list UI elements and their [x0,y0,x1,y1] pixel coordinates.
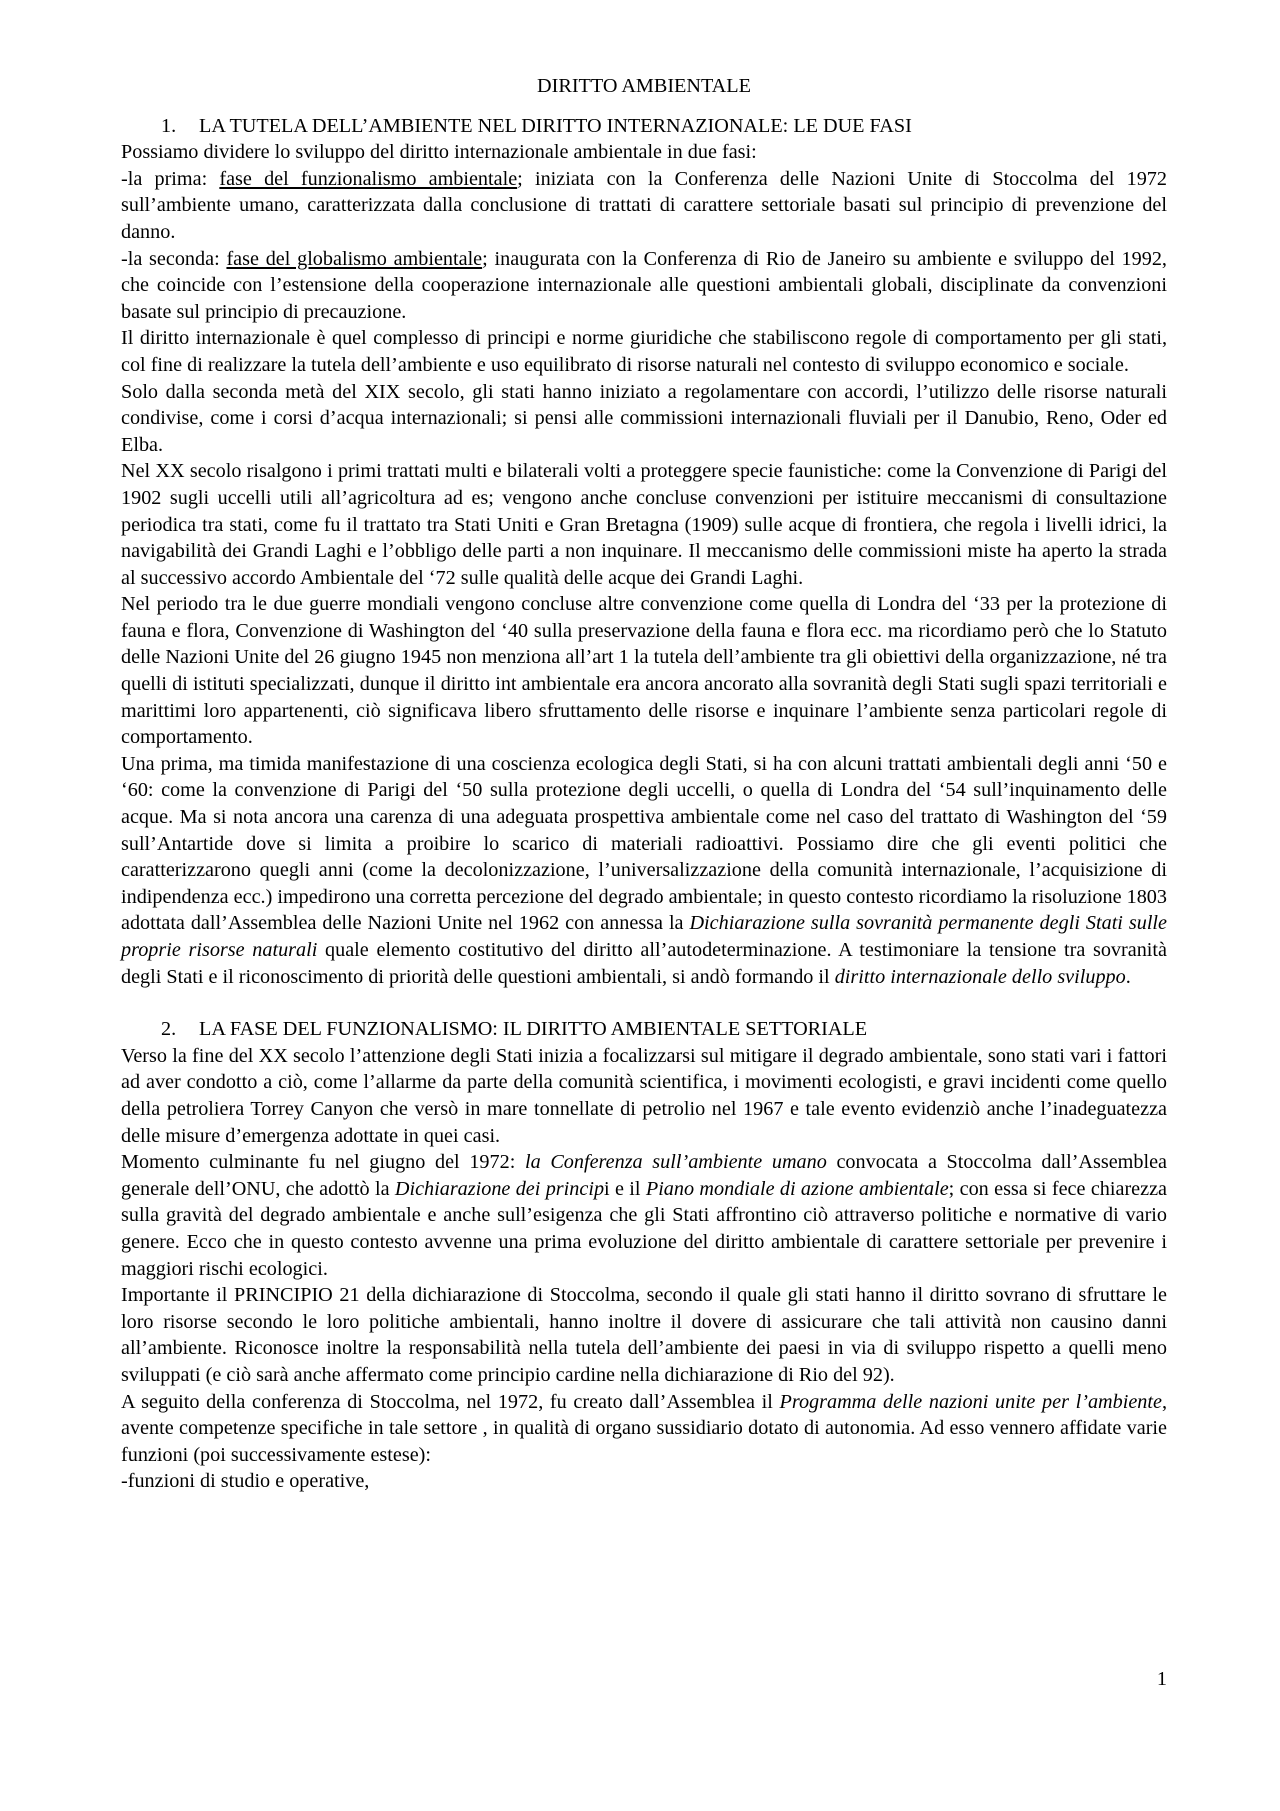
s2-p2-italic-2: Dichiarazione dei princip [394,1177,605,1200]
document-body [121,73,1167,1495]
s1-paragraph-3 [121,246,1167,326]
s1-p3-underlined: fase del globalismo ambientale [226,247,483,270]
s1-paragraph-7: Nel periodo tra le due guerre mondiali vengono concluse altre convenzione come quella di Londra del ‘33 per la protezione di fauna e flora, Convenzione di Washington del ‘40 sulla preservazione della fauna e flora ecc. ma ricordiamo però che lo Statuto delle Nazioni Unite del 26 giugno 1945 non menziona all’art 1 la tutela dell’ambiente tra gli obiettivi della organizzazione, né tra quelli di istituti specializzati, dunque il diritto int ambientale era ancora ancorato alla sovranità degli Stati sugli spazi territoriali e marittimi loro appartenenti, ciò significava libero sfruttamento delle risorse e inquinare l’ambiente senza particolari regole di comportamento. [121,593,1167,749]
section-1-title: LA TUTELA DELL’AMBIENTE NEL DIRITTO INTERNAZIONALE: LE DUE FASI [199,114,912,137]
s1-p3-rest: ; inaugurata con la Conferenza di Rio de Janeiro su ambiente e sviluppo del 1992, che coincide con l’estensione della cooperazione internazionale alle questioni ambientali globali, disciplinate da convenzioni basate sul principio di precauzione. [121,247,1167,323]
s2-p2-part-b: convocata a Stoccolma dall’Assemblea generale dell’ONU, che adottò la [121,1151,1167,1200]
s2-paragraph-3: Importante il PRINCIPIO 21 della dichiarazione di Stoccolma, secondo il quale gli stati hanno il diritto sovrano di sfruttare le loro risorse secondo le loro politiche ambientali, hanno inoltre il dovere di assicurare che tali attività non causino danni all’ambiente. Riconosce inoltre la responsabilità nella tutela dell’ambiente dei paesi in via di sviluppo rispetto a quelli meno sviluppati (e ciò sarà anche affermato come principio cardine nella dichiarazione di Rio del 92). [121,1284,1167,1386]
s1-p8-part-a: Una prima, ma timida manifestazione di una coscienza ecologica degli Stati, si ha con alcuni trattati ambientali degli anni ‘50 e ‘60: come la convenzione di Parigi del ‘50 sulla protezione degli uccelli, o quella di Londra del ‘54 sull’inquinamento delle acque. Ma si nota ancora una carenza di una adeguata prospettiva ambientale come nel caso del trattato di Washington del ‘59 sull’Antartide dove si limita a proibire lo scarico di materiali radioattivi. Possiamo dire che gli eventi politici che caratterizzarono quegli anni (come la decolonizzazione, l’universalizzazione della comunità internazionale, l’acquisizione di indipendenza ecc.) impedirono una corretta percezione del degrado ambientale; in questo contesto ricordiamo la risoluzione 1803 adottata dall’Assemblea delle Nazioni Unite nel 1962 con annessa la [121,752,1167,935]
s1-p3-lead: -la seconda: [121,247,227,270]
s1-paragraph-6: Nel XX secolo risalgono i primi trattati multi e bilaterali volti a proteggere specie faunistiche: come la Convenzione di Parigi del 1902 sugli uccelli utili all’agricoltura ad es; vengono anche concluse convenzioni per istituire meccanismi di consultazione periodica tra stati, come fu il trattato tra Stati Uniti e Gran Bretagna (1909) sulle acque di frontiera, che regola i livelli idrici, la navigabilità dei Grandi Laghi e l’obbligo delle parti a non inquinare. Il meccanismo delle commissioni miste ha aperto la strada al successivo accordo Ambientale del ‘72 sulle qualità delle acque dei Grandi Laghi. [121,460,1167,589]
s2-p2-italic-3: Piano mondiale di azione ambientale [645,1177,949,1200]
s2-paragraph-1: Verso la fine del XX secolo l’attenzione degli Stati inizia a focalizzarsi sul mitigare il degrado ambientale, sono stati vari i fattori ad aver condotto a ciò, come l’allarme da parte della comunità scientifica, i movimenti ecologisti, e gravi incidenti come quello della petroliera Torrey Canyon che versò in mare tonnellate di petrolio nel 1967 e tale evento evidenziò anche l’inadeguatezza delle misure d’emergenza adottate in quei casi. [121,1044,1167,1147]
s1-paragraph-5: Solo dalla seconda metà del XIX secolo, gli stati hanno iniziato a regolamentare con accordi, l’utilizzo delle risorse naturali condivise, come i corsi d’acqua internazionali; si pensi alle commissioni internazionali fluviali per il Danubio, Reno, Oder ed Elba. [121,380,1167,456]
s1-p8-part-c: . [1125,965,1131,988]
s2-p4-part-a: A seguito della conferenza di Stoccolma, nel 1972, fu creato dall’Assemblea il [121,1390,780,1413]
section-2-number: 2. [161,1018,177,1041]
s2-p4-part-b: , avente competenze specifiche in tale settore , in qualità di organo sussidiario dotato di autonomia. Ad esso vennero affidate varie funzioni (poi successivamente estese): [121,1390,1167,1466]
s1-p2-rest: ; iniziata con la Conferenza delle Nazioni Unite di Stoccolma del 1972 sull’ambiente umano, caratterizzata dalla conclusione di trattati di carattere settoriale basati sul principio di prevenzione del danno. [121,167,1167,243]
s1-p8-italic-1: Dichiarazione sulla sovranità permanente degli Stati sulle proprie risorse naturali [121,912,1167,961]
s2-p2-italic-1: la Conferenza sull’ambiente umano [524,1151,827,1174]
s2-p2-part-a: Momento culminante fu nel giugno del 1972: [121,1151,525,1174]
s2-p4-italic: Programma delle nazioni unite per l’ambiente [779,1390,1162,1413]
s1-p2-lead: -la prima: [121,167,220,190]
s2-paragraph-4 [121,1389,1167,1469]
section-gap [121,990,1167,1016]
page-number: 1 [1156,1668,1167,1690]
section-1-number: 1. [161,114,177,137]
section-1-heading [121,113,1167,140]
s1-paragraph-4: Il diritto internazionale è quel complesso di principi e norme giuridiche che stabiliscono regole di comportamento per gli stati, col fine di realizzare la tutela dell’ambiente e uso equilibrato di risorse naturali nel contesto di sviluppo economico e sociale. [121,327,1167,376]
s1-paragraph-8 [121,751,1167,990]
s2-p2-part-d: ; con essa si fece chiarezza sulla gravità del degrado ambientale e anche sull’esigenza che gli Stati affrontino ciò attraverso politiche e normative di vario genere. Ecco che in questo contesto avvenne una prima evoluzione del diritto ambientale di carattere settoriale per prevenire i maggiori rischi ecologici. [121,1177,1168,1280]
s2-paragraph-2 [121,1149,1167,1282]
section-2-heading [121,1016,1167,1043]
s1-p8-italic-2: diritto internazionale dello sviluppo [834,965,1126,988]
s2-paragraph-5: -funzioni di studio e operative, [121,1470,370,1493]
s1-p2-underlined: fase del funzionalismo ambientale [219,167,518,190]
document-title: DIRITTO AMBIENTALE [537,75,751,97]
s2-p2-part-c: i e il [604,1177,646,1200]
s1-paragraph-1: Possiamo dividere lo sviluppo del diritto internazionale ambientale in due fasi: [121,141,757,164]
section-2-title: LA FASE DEL FUNZIONALISMO: IL DIRITTO AMBIENTALE SETTORIALE [199,1018,868,1041]
s1-paragraph-2 [121,166,1167,246]
s1-p8-part-b: quale elemento costitutivo del diritto all’autodeterminazione. A testimoniare la tensione tra sovranità degli Stati e il riconoscimento di priorità delle questioni ambientali, si andò formando il [121,939,1167,988]
